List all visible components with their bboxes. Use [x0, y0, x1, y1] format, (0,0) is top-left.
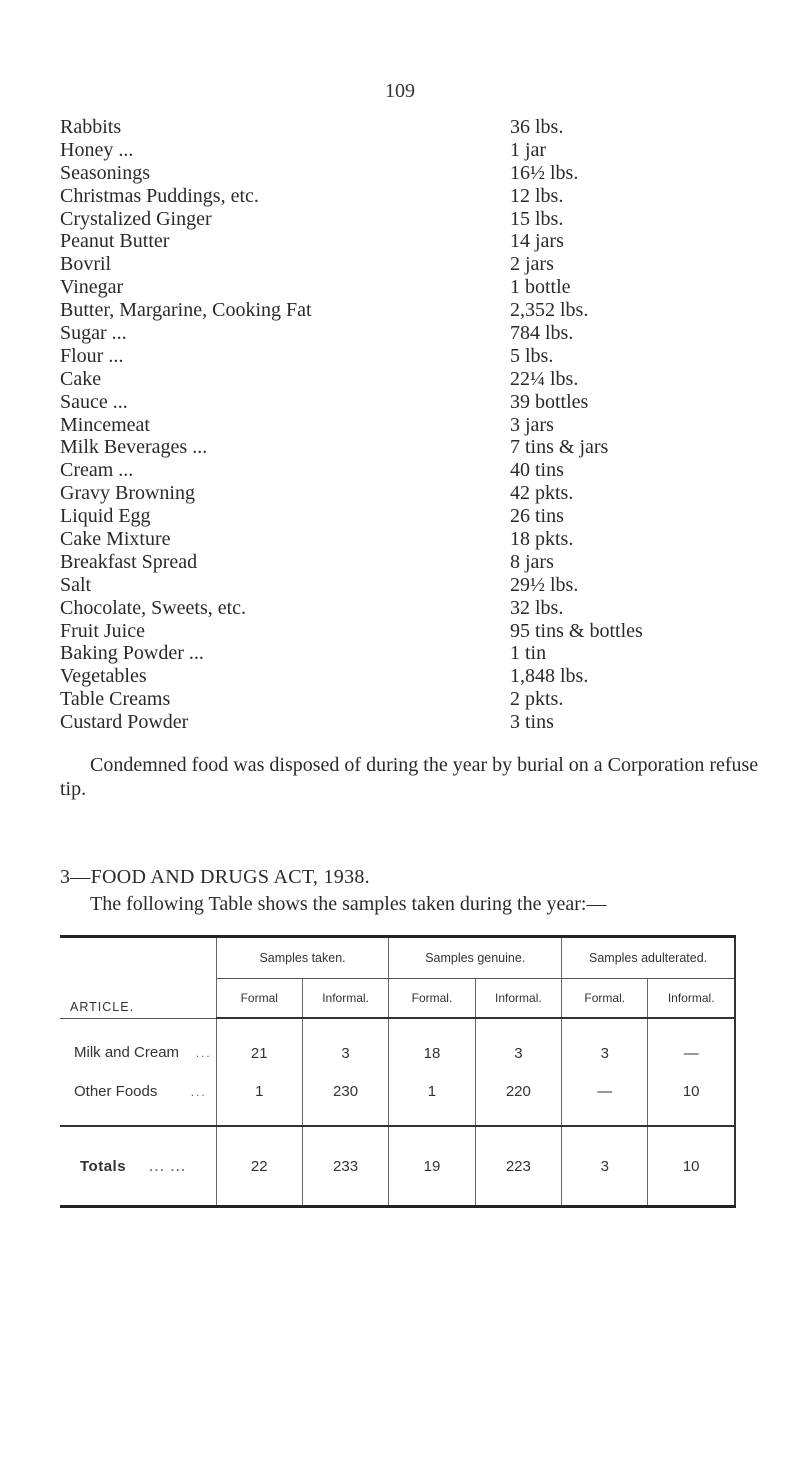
- list-item: [60, 345, 780, 368]
- adulterated-informal-header: Informal.: [648, 979, 735, 1019]
- table-cell: 21: [216, 1018, 302, 1072]
- totals-row: [60, 1126, 735, 1207]
- food-name: Liquid Egg: [60, 505, 151, 528]
- list-item: [60, 230, 780, 253]
- food-name: Seasonings: [60, 161, 150, 184]
- samples-genuine-header: Samples genuine.: [389, 937, 562, 979]
- food-name: Cream ...: [60, 459, 134, 482]
- list-item: [60, 551, 780, 574]
- food-name: Peanut Butter: [60, 230, 170, 253]
- table-cell: —: [648, 1018, 735, 1072]
- food-quantity: 14 jars: [510, 230, 564, 253]
- food-name: Rabbits: [60, 116, 122, 138]
- list-item: [60, 665, 780, 688]
- table-cell: 3: [475, 1018, 562, 1072]
- list-item: [60, 711, 780, 734]
- food-name: Gravy Browning: [60, 482, 195, 505]
- row-label: Other Foods ...: [74, 1082, 207, 1100]
- food-quantity: 12 lbs.: [510, 184, 564, 207]
- table-cell: 3: [562, 1018, 648, 1072]
- table-row: [60, 1072, 735, 1126]
- table-cell: 10: [648, 1126, 735, 1207]
- food-name: Baking Powder ...: [60, 642, 204, 665]
- table-cell: —: [562, 1072, 648, 1126]
- samples-taken-header: Samples taken.: [216, 937, 389, 979]
- food-quantity: 29½ lbs.: [510, 573, 579, 596]
- food-quantity: 1 bottle: [510, 276, 571, 299]
- food-quantity: 8 jars: [510, 550, 554, 573]
- samples-adulterated-header: Samples adulterated.: [562, 937, 735, 979]
- food-name: Vegetables: [60, 665, 147, 688]
- list-item: [60, 436, 780, 459]
- food-name: Butter, Margarine, Cooking Fat: [60, 299, 312, 322]
- food-quantity: 42 pkts.: [510, 482, 574, 505]
- list-item: [60, 299, 780, 322]
- adulterated-formal-header: Formal.: [562, 979, 648, 1019]
- list-item: [60, 459, 780, 482]
- table-cell: 233: [302, 1126, 389, 1207]
- food-quantity: 40 tins: [510, 459, 564, 482]
- food-name: Honey ...: [60, 138, 134, 161]
- food-name: Sugar ...: [60, 322, 127, 345]
- list-item: [60, 208, 780, 231]
- table-cell: 19: [389, 1126, 475, 1207]
- food-quantity: 2 jars: [510, 253, 554, 276]
- food-name: Sauce ...: [60, 390, 128, 413]
- list-item: [60, 482, 780, 505]
- taken-informal-header: Informal.: [302, 979, 389, 1019]
- list-item: [60, 414, 780, 437]
- food-quantity: 95 tins & bottles: [510, 619, 643, 642]
- table-cell: 3: [562, 1126, 648, 1207]
- food-name: Fruit Juice: [60, 619, 145, 642]
- food-quantity: 36 lbs.: [510, 116, 564, 138]
- list-item: [60, 505, 780, 528]
- food-name: Bovril: [60, 253, 112, 276]
- list-item: [60, 253, 780, 276]
- totals-label: Totals ... ...: [60, 1126, 216, 1207]
- disposal-paragraph: Condemned food was disposed of during the year by burial on a Corporation refuse tip.: [60, 754, 759, 800]
- list-item: [60, 322, 780, 345]
- food-quantity: 5 lbs.: [510, 344, 554, 367]
- food-quantity: 22¼ lbs.: [510, 367, 579, 390]
- food-quantity: 32 lbs.: [510, 596, 564, 619]
- food-quantity: 39 bottles: [510, 390, 589, 413]
- page-number: 109: [385, 80, 415, 102]
- table-cell: 3: [302, 1018, 389, 1072]
- table-cell: 223: [475, 1126, 562, 1207]
- food-quantity: 1,848 lbs.: [510, 665, 589, 688]
- list-item: [60, 139, 780, 162]
- food-name: Vinegar: [60, 276, 124, 299]
- food-name: Breakfast Spread: [60, 550, 198, 573]
- genuine-formal-header: Formal.: [389, 979, 475, 1019]
- food-quantity: 7 tins & jars: [510, 436, 609, 459]
- table-cell: 10: [648, 1072, 735, 1126]
- food-name: Crystalized Ginger: [60, 207, 212, 230]
- taken-formal-header: Formal: [216, 979, 302, 1019]
- food-quantity: 15 lbs.: [510, 207, 564, 230]
- list-item: [60, 116, 780, 139]
- food-quantity: 3 jars: [510, 413, 554, 436]
- food-name: Christmas Puddings, etc.: [60, 184, 259, 207]
- table-cell: 22: [216, 1126, 302, 1207]
- food-name: Custard Powder: [60, 711, 189, 734]
- list-item: [60, 688, 780, 711]
- food-quantity: 26 tins: [510, 505, 564, 528]
- section-heading: 3—FOOD AND DRUGS ACT, 1938.: [60, 866, 370, 888]
- list-item: [60, 620, 780, 643]
- list-item: [60, 185, 780, 208]
- table-row: [60, 1018, 735, 1072]
- food-name: Cake: [60, 367, 102, 390]
- table-cell: 220: [475, 1072, 562, 1126]
- food-name: Salt: [60, 573, 92, 596]
- list-item: [60, 368, 780, 391]
- genuine-informal-header: Informal.: [475, 979, 562, 1019]
- food-quantity: 784 lbs.: [510, 322, 574, 345]
- food-name: Cake Mixture: [60, 528, 171, 551]
- list-item: [60, 528, 780, 551]
- food-name: Mincemeat: [60, 413, 150, 436]
- food-quantity: 1 tin: [510, 642, 547, 665]
- table-cell: 1: [389, 1072, 475, 1126]
- list-item: [60, 162, 780, 185]
- table-cell: 230: [302, 1072, 389, 1126]
- row-label: Milk and Cream ...: [74, 1044, 212, 1062]
- list-item: [60, 574, 780, 597]
- food-name: Milk Beverages ...: [60, 436, 208, 459]
- table-cell: 1: [216, 1072, 302, 1126]
- food-quantity: 18 pkts.: [510, 528, 574, 551]
- food-quantity: 1 jar: [510, 138, 547, 161]
- list-item: [60, 597, 780, 620]
- list-item: [60, 391, 780, 414]
- food-name: Table Creams: [60, 688, 171, 711]
- list-item: [60, 642, 780, 665]
- table-cell: 18: [389, 1018, 475, 1072]
- samples-table: [60, 935, 736, 1208]
- food-name: Flour ...: [60, 344, 124, 367]
- food-quantity: 2 pkts.: [510, 688, 564, 711]
- list-item: [60, 276, 780, 299]
- food-quantity: 3 tins: [510, 711, 554, 734]
- table-intro: The following Table shows the samples taken during the year:—: [90, 893, 607, 915]
- food-quantity: 16½ lbs.: [510, 161, 579, 184]
- article-header: ARTICLE.: [60, 937, 216, 1019]
- condemned-food-list: [60, 116, 780, 734]
- food-name: Chocolate, Sweets, etc.: [60, 596, 247, 619]
- food-quantity: 2,352 lbs.: [510, 299, 589, 322]
